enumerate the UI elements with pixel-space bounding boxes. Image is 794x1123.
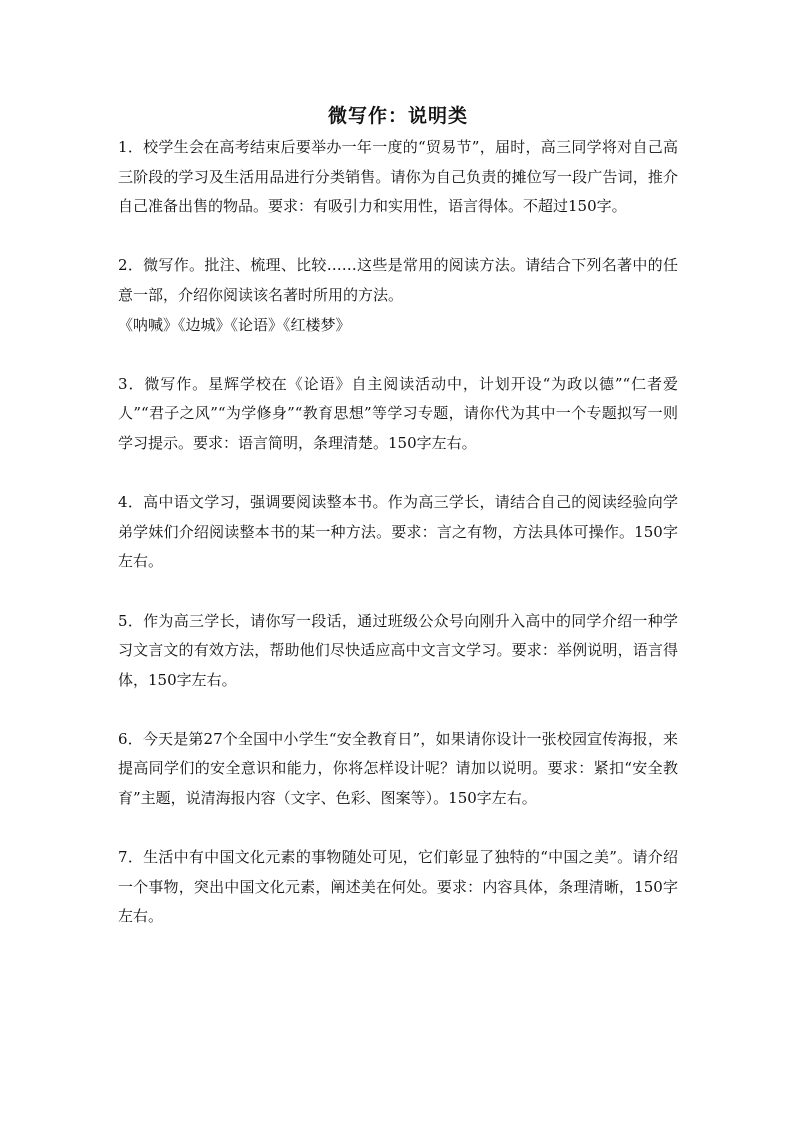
question-7 — [118, 843, 678, 932]
question-text: 3．微写作。星辉学校在《论语》自主阅读活动中，计划开设“为政以德”“仁者爱人”“君子之风”“为学修身”“教育思想”等学习专题，请你代为其中一个专题拟写一则学习提示。要求：语言简明，条理清楚。150字左右。 — [118, 374, 678, 452]
spacer — [118, 577, 678, 607]
spacer — [118, 222, 678, 252]
spacer — [118, 340, 678, 370]
question-2 — [118, 251, 678, 340]
document-page — [118, 100, 678, 932]
question-6 — [118, 725, 678, 814]
page-title: 微写作：说明类 — [327, 105, 468, 127]
question-text: 1．校学生会在高考结束后要举办一年一度的“贸易节”，届时，高三同学将对自己高三阶段的学习及生活用品进行分类销售。请你为自己负责的摊位写一段广告词，推介自己准备出售的物品。要求：有吸引力和实用性，语言得体。不超过150字。 — [118, 138, 678, 216]
question-text: 5．作为高三学长，请你写一段话，通过班级公众号向刚升入高中的同学介绍一种学习文言文的有效方法，帮助他们尽快适应高中文言文学习。要求：举例说明，语言得体，150字左右。 — [118, 611, 678, 689]
book-list: 《呐喊》《边城》《论语》《红楼梦》 — [118, 315, 351, 334]
question-text: 2．微写作。批注、梳理、比较……这些是常用的阅读方法。请结合下列名著中的任意一部，介绍你阅读该名著时所用的方法。 — [118, 256, 678, 304]
spacer — [118, 695, 678, 725]
question-text: 7．生活中有中国文化元素的事物随处可见，它们彰显了独特的“中国之美”。请介绍一个事物，突出中国文化元素，阐述美在何处。要求：内容具体，条理清晰，150字左右。 — [118, 848, 678, 926]
question-4 — [118, 488, 678, 577]
question-1 — [118, 133, 678, 222]
question-3 — [118, 370, 678, 459]
spacer — [118, 459, 678, 489]
spacer — [118, 814, 678, 844]
question-text: 6．今天是第27个全国中小学生“安全教育日”，如果请你设计一张校园宣传海报，来提高同学们的安全意识和能力，你将怎样设计呢？请加以说明。要求：紧扣“安全教育”主题，说清海报内容（文字、色彩、图案等）。150字左右。 — [118, 729, 678, 808]
question-5 — [118, 607, 678, 696]
question-text: 4．高中语文学习，强调要阅读整本书。作为高三学长，请结合自己的阅读经验向学弟学妹们介绍阅读整本书的某一种方法。要求：言之有物，方法具体可操作。150字左右。 — [118, 493, 678, 571]
